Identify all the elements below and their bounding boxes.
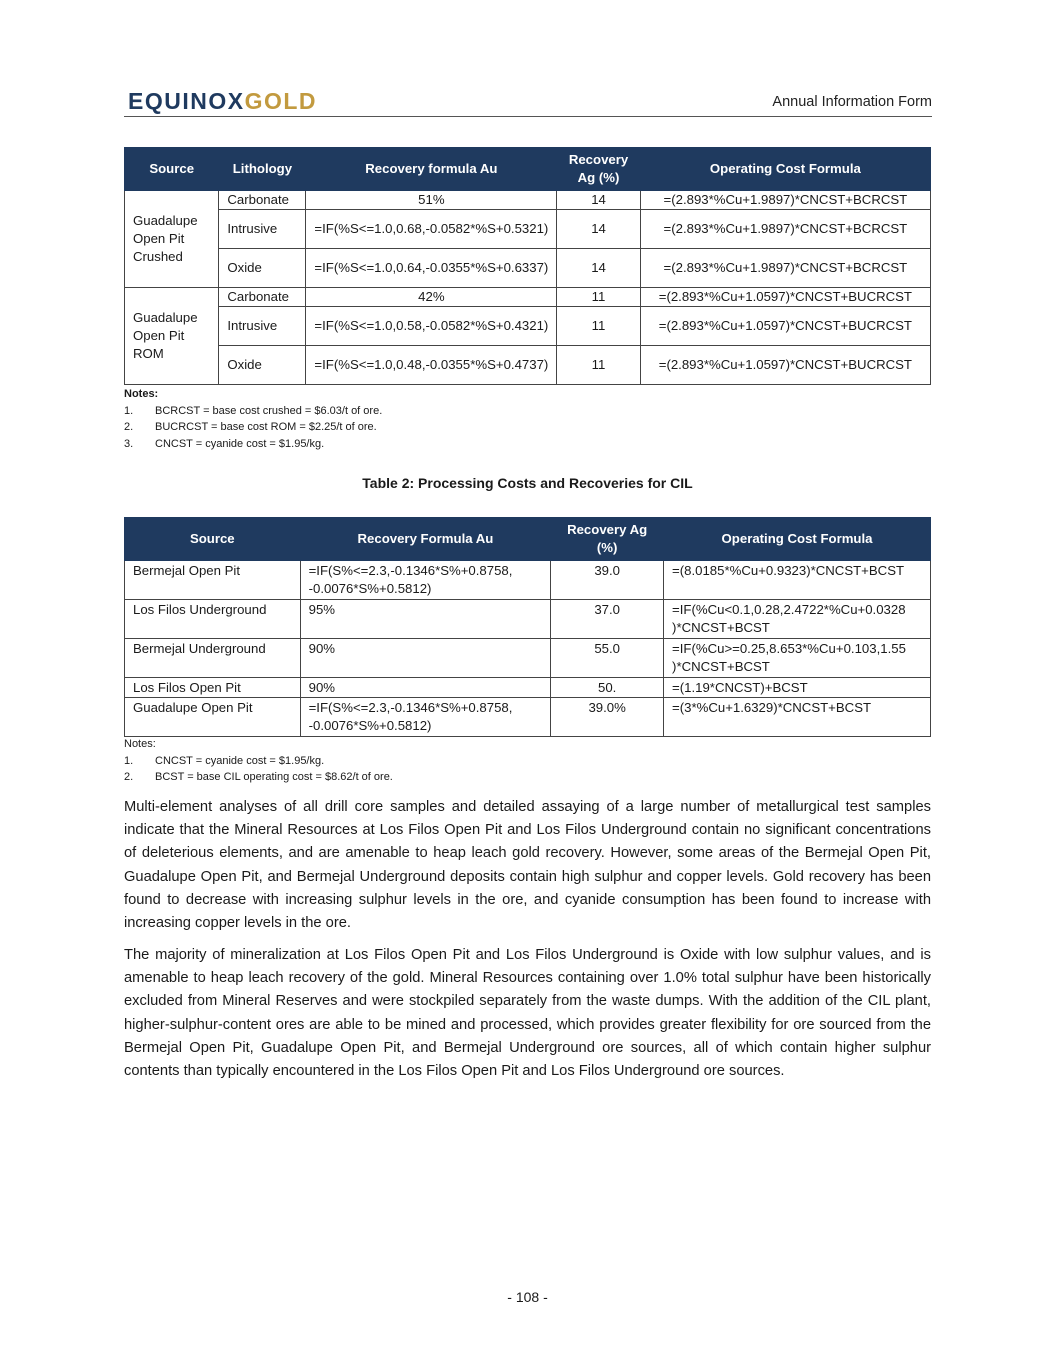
operating-cost-cell: =IF(%Cu>=0.25,8.653*%Cu+0.103,1.55 )*CNCST+BCST (664, 639, 931, 678)
source-cell: Bermejal Underground (125, 639, 301, 678)
recovery-ag-cell: 39.0 (551, 561, 664, 600)
table-row (125, 288, 931, 307)
table-header-row (125, 148, 931, 191)
equinox-gold-logo: EQUINOXGOLD (128, 88, 318, 114)
table-row (125, 249, 931, 288)
table-row (125, 561, 931, 600)
lithology-cell: Carbonate (219, 288, 306, 307)
operating-cost-cell: =(2.893*%Cu+1.0597)*CNCST+BUCRCST (640, 346, 930, 385)
operating-cost-cell: =(2.893*%Cu+1.0597)*CNCST+BUCRCST (640, 288, 930, 307)
operating-cost-cell: =(2.893*%Cu+1.9897)*CNCST+BCRCST (640, 210, 930, 249)
recovery-au-cell: =IF(%S<=1.0,0.68,-0.0582*%S+0.5321) (306, 210, 557, 249)
header-recovery-au: Recovery formula Au (306, 148, 557, 191)
recovery-au-cell: =IF(%S<=1.0,0.48,-0.0355*%S+0.4737) (306, 346, 557, 385)
operating-cost-cell: =(1.19*CNCST)+BCST (664, 678, 931, 698)
recovery-ag-cell: 14 (557, 210, 640, 249)
recovery-au-cell: 42% (306, 288, 557, 307)
recovery-au-cell: 90% (300, 678, 551, 698)
lithology-cell: Intrusive (219, 307, 306, 346)
source-cell: Bermejal Open Pit (125, 561, 301, 600)
table1-notes (124, 386, 382, 452)
recovery-ag-cell: 11 (557, 307, 640, 346)
page-header (124, 86, 932, 117)
recovery-ag-cell: 11 (557, 288, 640, 307)
operating-cost-cell: =IF(%Cu<0.1,0.28,2.4722*%Cu+0.0328 )*CNCST+BCST (664, 600, 931, 639)
notes-heading: Notes: (124, 738, 156, 750)
table2-caption: Table 2: Processing Costs and Recoveries for CIL (362, 475, 693, 491)
table-header-row (125, 518, 931, 561)
recovery-ag-cell: 37.0 (551, 600, 664, 639)
table-row (125, 698, 931, 737)
table2-notes (124, 736, 393, 786)
recovery-au-cell: =IF(S%<=2.3,-0.1346*S%+0.8758, -0.0076*S%+0.5812) (300, 561, 551, 600)
note-item: 1. CNCST = cyanide cost = $1.95/kg. (124, 754, 325, 767)
lithology-cell: Oxide (219, 249, 306, 288)
source-cell: Guadalupe Open Pit ROM (125, 288, 219, 385)
source-cell: Los Filos Underground (125, 600, 301, 639)
note-item: 1. BCRCST = base cost crushed = $6.03/t of ore. (124, 404, 383, 417)
table-row (125, 191, 931, 210)
header-source: Source (125, 148, 219, 191)
recovery-ag-cell: 39.0% (551, 698, 664, 737)
table-row (125, 678, 931, 698)
header-operating-cost: Operating Cost Formula (664, 518, 931, 561)
recovery-ag-cell: 11 (557, 346, 640, 385)
recovery-au-cell: =IF(S%<=2.3,-0.1346*S%+0.8758, -0.0076*S%+0.5812) (300, 698, 551, 737)
notes-heading: Notes: (124, 388, 159, 400)
table-row (125, 600, 931, 639)
lithology-cell: Intrusive (219, 210, 306, 249)
recovery-au-cell: =IF(%S<=1.0,0.58,-0.0582*%S+0.4321) (306, 307, 557, 346)
page-number: - 108 - (507, 1289, 548, 1305)
recovery-ag-cell: 50. (551, 678, 664, 698)
source-cell: Los Filos Open Pit (125, 678, 301, 698)
note-item: 2. BCST = base CIL operating cost = $8.62/t of ore. (124, 771, 393, 783)
operating-cost-cell: =(8.0185*%Cu+0.9323)*CNCST+BCST (664, 561, 931, 600)
recovery-ag-cell: 14 (557, 249, 640, 288)
operating-cost-cell: =(2.893*%Cu+1.0597)*CNCST+BUCRCST (640, 307, 930, 346)
header-recovery-ag: Recovery Ag (%) (557, 148, 640, 191)
header-operating-cost: Operating Cost Formula (640, 148, 930, 191)
operating-cost-cell: =(2.893*%Cu+1.9897)*CNCST+BCRCST (640, 191, 930, 210)
note-item: 3. CNCST = cyanide cost = $1.95/kg. (124, 437, 325, 450)
recovery-au-cell: 95% (300, 600, 551, 639)
body-paragraph: Multi-element analyses of all drill core samples and detailed assaying of a large number of metallurgical test samples indicate that the Mineral Resources at Los Filos Open Pit and Los Filos Underground contain no significant concentrations of deleterious elements, and are amenable to heap leach gold recovery. However, some areas of the Bermejal Open Pit, Guadalupe Open Pit, and Bermejal Underground deposits contain high sulphur and copper levels. Gold recovery has been found to decrease with increasing sulphur levels in the ore, and cyanide consumption has been found to increase with increasing copper levels in the ore. (124, 799, 931, 932)
lithology-cell: Carbonate (219, 191, 306, 210)
body-paragraph: The majority of mineralization at Los Filos Open Pit and Los Filos Underground is Oxide with low sulphur values, and is amenable to heap leach recovery of the gold. Mineral Resources containing over 1.0% total sulphur have been historically excluded from Mineral Reserves and were stockpiled separately from the waste dumps. With the addition of the CIL plant, higher-sulphur-content ores are able to be mined and processed, which provides greater flexibility for ore sourced from the Bermejal Open Pit, Guadalupe Open Pit, and Bermejal Underground ore sources, all of which contain higher sulphur contents than typically encountered in the Los Filos Open Pit and Los Filos Underground ore sources. (124, 947, 931, 1080)
table-row (125, 307, 931, 346)
header-recovery-ag: Recovery Ag (%) (551, 518, 664, 561)
operating-cost-cell: =(3*%Cu+1.6329)*CNCST+BCST (664, 698, 931, 737)
recovery-ag-cell: 55.0 (551, 639, 664, 678)
source-cell: Guadalupe Open Pit Crushed (125, 191, 219, 288)
table-row (125, 639, 931, 678)
header-recovery-au: Recovery Formula Au (300, 518, 551, 561)
recovery-au-cell: =IF(%S<=1.0,0.64,-0.0355*%S+0.6337) (306, 249, 557, 288)
header-source: Source (125, 518, 301, 561)
cil-processing-table (124, 517, 931, 737)
recovery-ag-cell: 14 (557, 191, 640, 210)
source-cell: Guadalupe Open Pit (125, 698, 301, 737)
operating-cost-cell: =(2.893*%Cu+1.9897)*CNCST+BCRCST (640, 249, 930, 288)
note-item: 2. BUCRCST = base cost ROM = $2.25/t of ore. (124, 421, 377, 433)
header-lithology: Lithology (219, 148, 306, 191)
table-row (125, 346, 931, 385)
lithology-cell: Oxide (219, 346, 306, 385)
table-row (125, 210, 931, 249)
recovery-au-cell: 51% (306, 191, 557, 210)
document-title: Annual Information Form (772, 94, 932, 110)
heap-leach-recovery-table (124, 147, 931, 385)
recovery-au-cell: 90% (300, 639, 551, 678)
